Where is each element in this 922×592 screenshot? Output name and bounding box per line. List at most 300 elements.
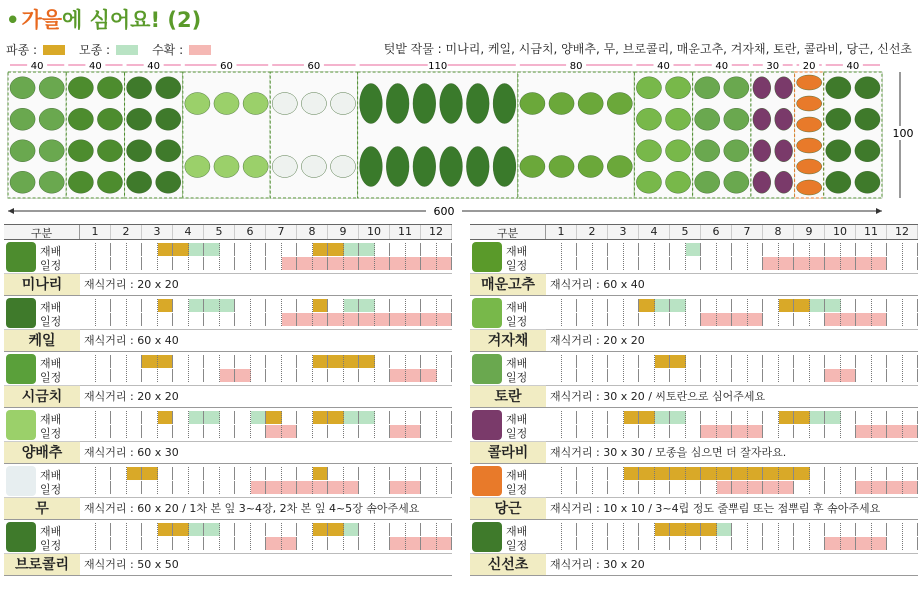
schedule-cell [359,257,375,270]
plant-mark [156,140,181,162]
schedule-cell [546,299,562,312]
schedule-cell [251,257,267,270]
schedule-cell [313,299,329,312]
schedule-cell [841,257,857,270]
schedule-row [546,355,918,368]
garden-bed [518,72,635,198]
carrot-icon [472,466,502,496]
width-label: 40 [147,61,161,72]
schedule-cell [562,257,578,270]
schedule-cell [220,257,236,270]
plant-mark [330,93,355,115]
schedule-cell [251,481,267,494]
schedule-cell [266,313,282,326]
schedule-cell [235,537,251,550]
schedule-cell [639,467,655,480]
crop-name: 브로콜리 [4,553,80,575]
schedule-cell [437,467,453,480]
schedule-row [80,355,452,368]
schedule-cell [624,369,640,382]
schedule-cell [158,299,174,312]
schedule-cell [437,243,453,256]
schedule-cell [375,523,391,536]
width-label: 20 [802,61,816,72]
month-header: 11 [856,225,887,239]
schedule-cell [670,243,686,256]
garden-bed [270,72,357,198]
crop-name: 양배추 [4,441,80,463]
schedule-cell [825,467,841,480]
crop-name: 케일 [4,329,80,351]
schedule-cell [421,299,437,312]
schedule-cell [406,537,422,550]
schedule-cell [701,537,717,550]
schedule-cell [266,243,282,256]
schedule-cell [111,313,127,326]
schedule-cell [266,467,282,480]
schedule-cell [251,523,267,536]
plant-mark [826,140,851,162]
schedule-cell [655,523,671,536]
schedule-cell [686,467,702,480]
schedule-cell [732,257,748,270]
schedule-cell [359,467,375,480]
schedule-cell [375,425,391,438]
schedule-cell [220,313,236,326]
month-header: 6 [701,225,732,239]
crop-row [4,296,452,352]
schedule-cell [328,355,344,368]
schedule-cell [779,411,795,424]
schedule-row [80,299,452,312]
schedule-cell [670,299,686,312]
row-label: 일정 [40,483,62,496]
schedule-cell [204,523,220,536]
width-label: 40 [657,61,670,72]
schedule-cell [359,537,375,550]
plant-mark [68,108,93,130]
schedule-cell [313,537,329,550]
schedule-cell [810,243,826,256]
schedule-cell [173,481,189,494]
schedule-cell [872,481,888,494]
schedule-cell [701,243,717,256]
kale-icon [6,298,36,328]
schedule-cell [763,243,779,256]
schedule-cell [763,257,779,270]
schedule-cell [903,243,919,256]
schedule-cell [655,537,671,550]
schedule-cell [111,523,127,536]
row-label: 일정 [40,371,62,384]
divider [546,497,918,498]
schedule-cell [344,537,360,550]
crop-name: 미나리 [4,273,80,295]
schedule-cell [313,523,329,536]
schedule-cell [825,411,841,424]
schedule-cell [297,369,313,382]
schedule-cell [282,425,298,438]
schedule-cell [593,523,609,536]
schedule-cell [686,257,702,270]
schedule-cell [608,299,624,312]
schedule-cell [390,467,406,480]
schedule-cell [96,243,112,256]
month-header: 1 [80,225,111,239]
schedule-cell [593,481,609,494]
schedule-cell [856,523,872,536]
schedule-cell [887,257,903,270]
plant-mark [636,77,661,99]
schedule-cell [872,257,888,270]
schedule-cell [608,257,624,270]
row-label: 재배 [40,301,62,314]
schedule-cell [421,355,437,368]
schedule-cell [111,369,127,382]
plant-mark [724,77,749,99]
crop-row [470,352,918,408]
plant-mark [440,84,463,124]
month-header: 11 [390,225,421,239]
schedule-cell [344,355,360,368]
plant-mark [695,77,720,99]
month-header: 10 [359,225,390,239]
schedule-cell [421,257,437,270]
schedule-cell [158,467,174,480]
schedule-cell [96,467,112,480]
schedule-cell [763,467,779,480]
schedule-cell [577,481,593,494]
taro-icon [472,354,502,384]
crop-name: 당근 [470,497,546,519]
plant-mark [636,108,661,130]
plant-mark [695,108,720,130]
schedule-cell [282,243,298,256]
schedule-cell [763,411,779,424]
schedule-cell [810,257,826,270]
row-label: 재배 [40,413,62,426]
schedule-cell [158,411,174,424]
schedule-cell [903,299,919,312]
schedule-cell [220,411,236,424]
plant-mark [578,93,603,115]
schedule-cell [686,355,702,368]
row-label: 일정 [506,539,528,552]
schedule-cell [251,425,267,438]
schedule-cell [593,355,609,368]
schedule-cell [546,481,562,494]
width-label: 40 [89,61,102,72]
schedule-cell [903,369,919,382]
month-header: 1 [546,225,577,239]
schedule-cell [158,257,174,270]
schedule-cell [142,537,158,550]
width-label: 40 [846,61,860,72]
schedule-cell [282,313,298,326]
schedule-cell [220,537,236,550]
schedule-cell [173,425,189,438]
schedule-cell [748,369,764,382]
row-label: 일정 [40,315,62,328]
schedule-row [546,425,918,438]
schedule-cell [297,355,313,368]
schedule-cell [189,299,205,312]
schedule-cell [204,537,220,550]
schedule-cell [173,411,189,424]
schedule-cell [111,411,127,424]
month-header: 5 [204,225,235,239]
plant-mark [724,108,749,130]
schedule-cell [655,467,671,480]
plant-mark [156,108,181,130]
month-header: 12 [421,225,452,239]
schedule-cell [608,243,624,256]
schedule-cell [266,355,282,368]
plant-mark [607,156,632,178]
schedule-cell [577,425,593,438]
schedule-cell [297,467,313,480]
schedule-cell [96,299,112,312]
schedule-cell [686,537,702,550]
schedule-cell [624,481,640,494]
schedule-cell [111,257,127,270]
schedule-cell [282,257,298,270]
schedule-cell [173,313,189,326]
plant-mark [127,108,152,130]
schedule-cell [313,411,329,424]
schedule-cell [111,467,127,480]
schedule-row [80,243,452,256]
schedule-cell [189,411,205,424]
schedule-cell [328,467,344,480]
schedule-cell [887,411,903,424]
schedule-cell [297,313,313,326]
schedule-cell [779,355,795,368]
schedule-cell [903,481,919,494]
spinach-icon [6,354,36,384]
schedule-cell [204,411,220,424]
planting-distance: 재식거리 : 60 x 30 [84,446,179,459]
schedule-cell [717,481,733,494]
schedule-cell [220,355,236,368]
plant-mark [520,93,545,115]
schedule-cell [732,481,748,494]
schedule-cell [608,467,624,480]
schedule-cell [624,425,640,438]
schedule-cell [841,299,857,312]
plant-mark [775,77,793,99]
schedule-cell [624,355,640,368]
schedule-cell [639,523,655,536]
schedule-cell [841,411,857,424]
plant-mark [493,84,516,124]
schedule-cell [344,425,360,438]
schedule-cell [189,369,205,382]
schedule-row [546,313,918,326]
schedule-cell [810,425,826,438]
schedule-cell [406,411,422,424]
schedule-cell [158,355,174,368]
schedule-cell [562,537,578,550]
crop-name: 콜라비 [470,441,546,463]
minari-icon [6,242,36,272]
schedule-cell [624,537,640,550]
schedule-row [546,467,918,480]
schedule-cell [173,369,189,382]
crop-name: 토란 [470,385,546,407]
crop-name: 매운고추 [470,273,546,295]
schedule-cell [763,425,779,438]
schedule-row [546,523,918,536]
plant-mark [855,108,880,130]
schedule-cell [158,523,174,536]
schedule-cell [204,355,220,368]
schedule-cell [390,313,406,326]
schedule-cell [717,467,733,480]
month-header: 7 [732,225,763,239]
schedule-cell [173,257,189,270]
schedule-row [80,257,452,270]
schedule-cell [779,313,795,326]
schedule-cell [856,467,872,480]
schedule-cell [220,299,236,312]
schedule-cell [856,299,872,312]
schedule-cell [810,523,826,536]
schedule-cell [763,369,779,382]
schedule-cell [903,523,919,536]
schedule-cell [655,411,671,424]
schedule-cell [624,313,640,326]
schedule-cell [608,537,624,550]
plant-mark [826,77,851,99]
schedule-cell [903,411,919,424]
plant-mark [301,156,326,178]
schedule-cell [313,481,329,494]
schedule-row [80,369,452,382]
schedule-cell [96,355,112,368]
schedule-cell [406,257,422,270]
schedule-cell [235,257,251,270]
schedule-cell [639,313,655,326]
schedule-cell [127,243,143,256]
schedule-cell [220,243,236,256]
schedule-cell [562,481,578,494]
schedule-cell [608,481,624,494]
schedule-cell [825,243,841,256]
month-header: 2 [577,225,608,239]
schedule-cell [313,369,329,382]
schedule-cell [577,299,593,312]
schedule-cell [142,369,158,382]
schedule-cell [639,411,655,424]
schedule-cell [872,411,888,424]
schedule-cell [701,299,717,312]
plant-mark [855,77,880,99]
schedule-cell [577,355,593,368]
schedule-cell [313,355,329,368]
schedule-cell [562,425,578,438]
schedule-cell [903,355,919,368]
schedule-cell [390,481,406,494]
schedule-cell [328,299,344,312]
page-title: •가을에 심어요! (2) [6,8,202,32]
schedule-cell [235,411,251,424]
schedule-cell [562,369,578,382]
schedule-cell [406,369,422,382]
schedule-cell [421,537,437,550]
schedule-cell [313,243,329,256]
plant-mark [466,147,489,187]
schedule-cell [577,313,593,326]
schedule-cell [189,481,205,494]
schedule-cell [235,313,251,326]
schedule-cell [406,355,422,368]
schedule-cell [437,537,453,550]
plant-mark [520,156,545,178]
schedule-cell [297,523,313,536]
schedule-cell [856,411,872,424]
schedule-cell [686,313,702,326]
plant-mark [68,77,93,99]
plant-mark [549,93,574,115]
schedule-cell [406,425,422,438]
schedule-cell [297,299,313,312]
mustard-icon [472,298,502,328]
schedule-cell [266,257,282,270]
schedule-cell [142,243,158,256]
schedule-cell [701,523,717,536]
schedule-cell [220,481,236,494]
schedule-cell [282,481,298,494]
schedule-cell [577,257,593,270]
schedule-cell [887,299,903,312]
schedule-cell [810,467,826,480]
row-label: 재배 [40,525,62,538]
schedule-row [80,467,452,480]
schedule-cell [794,313,810,326]
legend: 파종 : 모종 : 수확 : [6,41,219,58]
schedule-cell [282,369,298,382]
schedule-cell [686,299,702,312]
plant-mark [360,84,383,124]
schedule-cell [856,425,872,438]
schedule-cell [390,523,406,536]
plant-mark [440,147,463,187]
planting-distance: 재식거리 : 30 x 20 [550,558,645,571]
width-label: 110 [428,61,448,72]
schedule-cell [142,425,158,438]
plant-mark [797,138,822,153]
schedule-cell [903,537,919,550]
schedule-row [80,411,452,424]
schedule-cell [96,537,112,550]
schedule-cell [856,243,872,256]
month-header: 6 [235,225,266,239]
plant-mark [413,147,436,187]
schedule-cell [593,243,609,256]
schedule-cell [856,369,872,382]
schedule-cell [111,299,127,312]
schedule-cell [158,425,174,438]
row-label: 일정 [506,259,528,272]
planting-distance: 재식거리 : 10 x 10 / 3~4립 정도 줄뿌림 또는 점뿌림 후 솎아주세요 [550,502,881,515]
schedule-cell [142,467,158,480]
schedule-cell [763,537,779,550]
schedule-cell [546,425,562,438]
schedule-cell [639,369,655,382]
schedule-cell [375,243,391,256]
plant-mark [797,117,822,132]
